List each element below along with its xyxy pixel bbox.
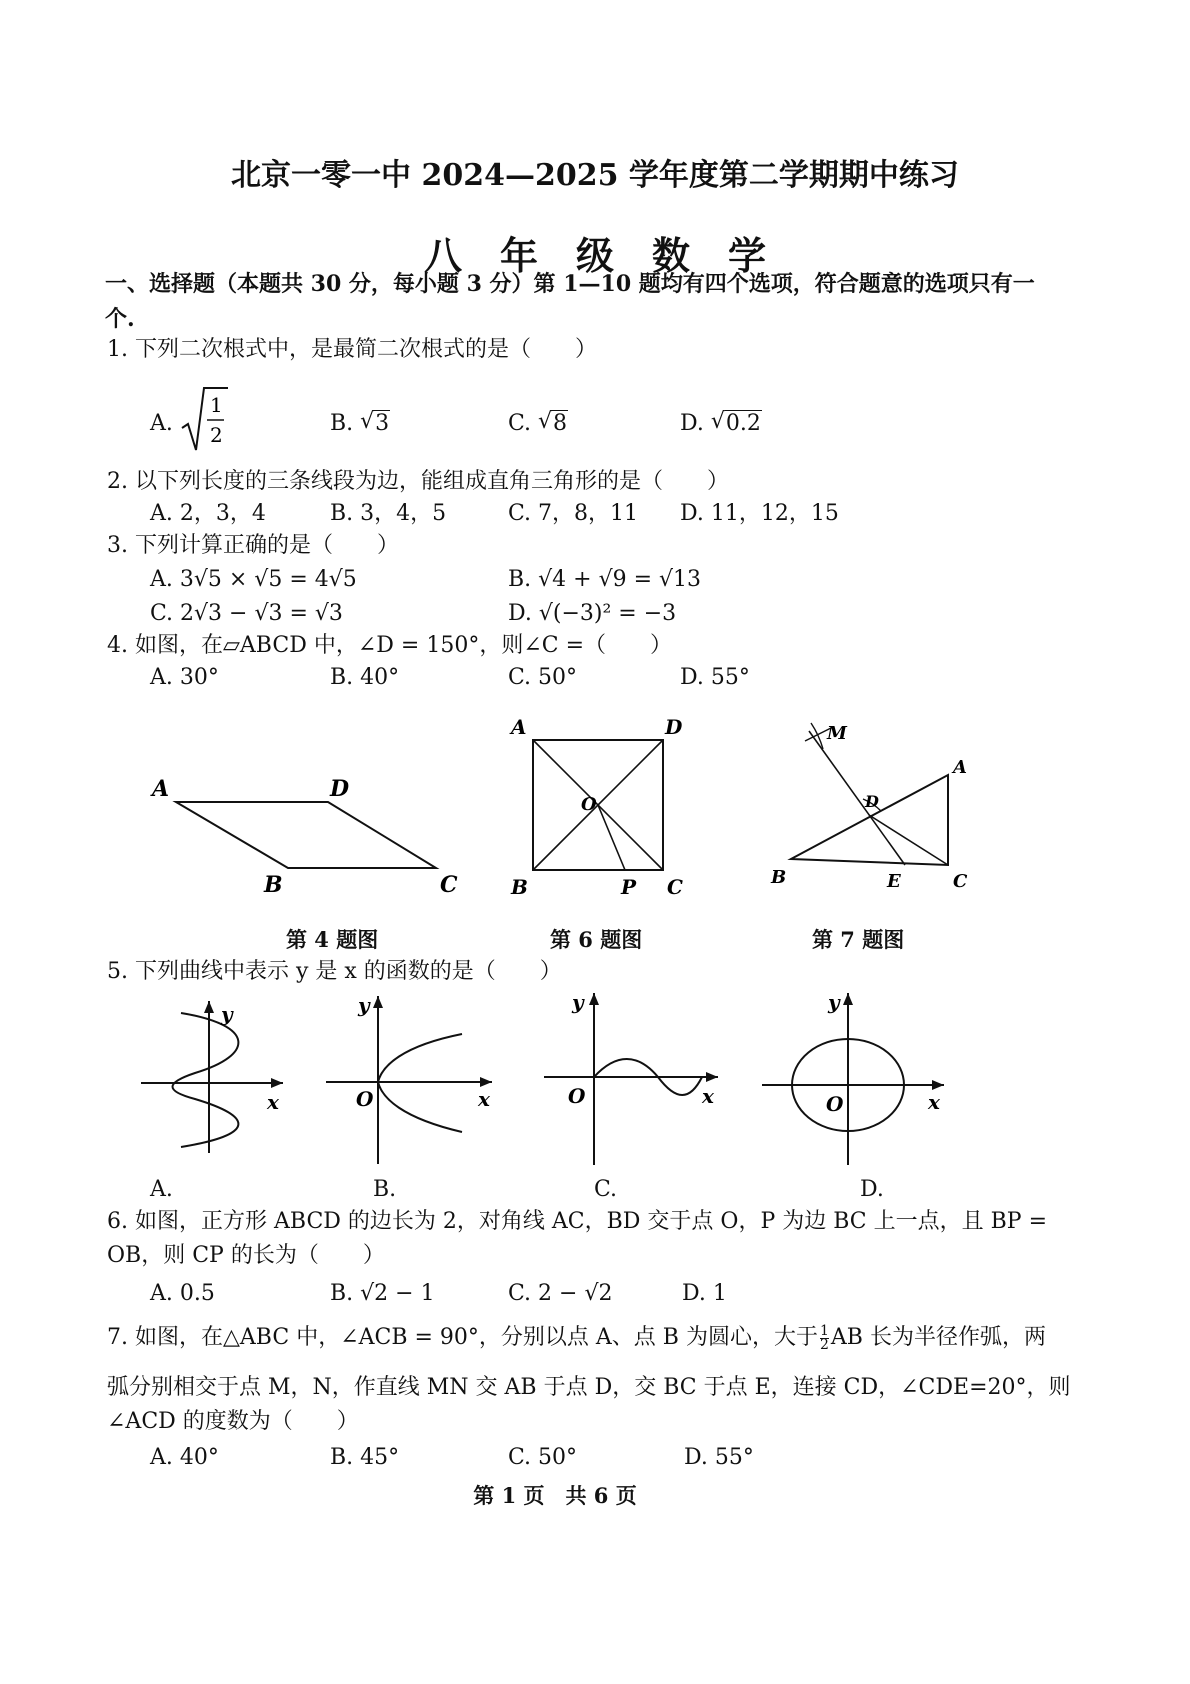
q5c-label-x: x bbox=[702, 1084, 714, 1108]
fig7-triangle bbox=[765, 715, 985, 895]
q2-option-d: D. 11，12，15 bbox=[680, 501, 839, 526]
q5b-label-x: x bbox=[478, 1087, 490, 1111]
q3-stem: 3. 下列计算正确的是（ ） bbox=[107, 533, 399, 558]
q5-stem: 5. 下列曲线中表示 y 是 x 的函数的是（ ） bbox=[107, 959, 562, 984]
subject-title: 八年级数学 bbox=[423, 233, 804, 278]
fig4-label-b: B bbox=[264, 872, 283, 898]
q6-stem-line1: 6. 如图，正方形 ABCD 的边长为 2，对角线 AC，BD 交于点 O，P 为边 BC 上一点，且 BP = bbox=[107, 1209, 1048, 1234]
q5-option-b: B. bbox=[373, 1177, 397, 1202]
q6-stem-line2: OB，则 CP 的长为（ ） bbox=[107, 1243, 385, 1268]
q6-option-b: B. √2 − 1 bbox=[330, 1281, 435, 1306]
parallelogram-abcd bbox=[176, 802, 436, 868]
fig7-label-c: C bbox=[953, 871, 968, 892]
q4-option-c: C. 50° bbox=[508, 665, 578, 690]
exam-title: 北京一零一中 2024—2025 学年度第二学期期中练习 bbox=[231, 158, 959, 193]
q5d-label-y: y bbox=[828, 990, 840, 1014]
fig7-label-e: E bbox=[887, 871, 901, 892]
q3-option-d: D. √(−3)² = −3 bbox=[508, 601, 677, 626]
fig4-label-c: C bbox=[440, 872, 458, 898]
fig6-label-b: B bbox=[511, 875, 528, 899]
q5-graph-b bbox=[322, 990, 502, 1170]
q5-graph-a bbox=[135, 995, 295, 1165]
q4-option-d: D. 55° bbox=[680, 665, 750, 690]
curve-a bbox=[173, 1013, 239, 1147]
q4-option-b: B. 40° bbox=[330, 665, 400, 690]
q2-option-c: C. 7，8，11 bbox=[508, 501, 639, 526]
q1-a-numerator: 1 bbox=[210, 393, 223, 417]
line-mn bbox=[809, 731, 905, 865]
q2-option-a: A. 2，3，4 bbox=[150, 501, 266, 526]
fig6-square bbox=[505, 712, 695, 902]
fig6-label-o: O bbox=[581, 794, 597, 815]
fig6-label-d: D bbox=[665, 715, 683, 739]
section-heading-line2: 个. bbox=[105, 306, 135, 332]
q1-option-c: C. √ 8 bbox=[508, 410, 568, 438]
q1-option-d: D. √ 0.2 bbox=[680, 410, 762, 438]
fig7-label-a: A bbox=[953, 757, 967, 778]
q6-option-c: C. 2 − √2 bbox=[508, 1281, 613, 1306]
q2-option-b: B. 3，4，5 bbox=[330, 501, 447, 526]
fig4-caption: 第 4 题图 bbox=[286, 927, 379, 952]
q3-option-c: C. 2√3 − √3 = √3 bbox=[150, 601, 343, 626]
q1-option-a-radical bbox=[180, 382, 230, 454]
q7-stem-line1 bbox=[107, 1324, 1046, 1352]
q5-option-c: C. bbox=[594, 1177, 618, 1202]
q4-option-a: A. 30° bbox=[150, 665, 219, 690]
fig4-label-d: D bbox=[330, 776, 350, 802]
fig7-caption: 第 7 题图 bbox=[812, 927, 905, 952]
fig6-label-p: P bbox=[621, 875, 637, 899]
q1-option-a-label: A. bbox=[150, 411, 173, 436]
q5-option-d: D. bbox=[860, 1177, 884, 1202]
fig6-label-a: A bbox=[511, 715, 527, 739]
q7-stem-line3: ∠ACD 的度数为（ ） bbox=[107, 1409, 359, 1434]
fig6-label-c: C bbox=[667, 875, 683, 899]
fig7-label-d: D bbox=[865, 792, 879, 811]
q3-option-a: A. 3√5 × √5 = 4√5 bbox=[150, 567, 357, 592]
segment-op bbox=[598, 805, 625, 870]
q6-option-a: A. 0.5 bbox=[150, 1281, 215, 1306]
q1-stem: 1. 下列二次根式中，是最简二次根式的是（ ） bbox=[107, 337, 597, 362]
q7-option-b: B. 45° bbox=[330, 1445, 400, 1470]
fig7-label-m: M bbox=[827, 723, 847, 744]
q7-stem-part2: AB 长为半径作弧，两 bbox=[830, 1325, 1046, 1350]
q5-graph-c bbox=[540, 985, 725, 1170]
q1-a-denominator: 2 bbox=[210, 423, 223, 447]
q5a-label-y: y bbox=[221, 1002, 233, 1026]
q5a-label-x: x bbox=[267, 1090, 279, 1114]
page-footer: 第 1 页 共 6 页 bbox=[473, 1483, 637, 1508]
q3-option-b: B. √4 + √9 = √13 bbox=[508, 567, 702, 592]
q5-option-a: A. bbox=[150, 1177, 173, 1202]
fig4-label-a: A bbox=[152, 776, 170, 802]
q7-stem-part1: 7. 如图，在△ABC 中，∠ACB = 90°，分别以点 A、点 B 为圆心，大于 bbox=[107, 1325, 818, 1350]
q5b-label-o: O bbox=[356, 1087, 374, 1111]
q7-fraction: $\frac{1}{2}$ bbox=[819, 1322, 829, 1353]
q7-option-d: D. 55° bbox=[684, 1445, 754, 1470]
q5c-label-o: O bbox=[568, 1084, 586, 1108]
q5b-label-y: y bbox=[358, 993, 370, 1017]
q5c-label-y: y bbox=[572, 990, 584, 1014]
q4-stem: 4. 如图，在▱ABCD 中，∠D = 150°，则∠C =（ ） bbox=[107, 633, 673, 658]
q6-option-d: D. 1 bbox=[682, 1281, 727, 1306]
q7-option-a: A. 40° bbox=[150, 1445, 219, 1470]
fig7-label-b: B bbox=[771, 867, 787, 888]
q5d-label-x: x bbox=[928, 1090, 940, 1114]
section-heading-line1: 一、选择题（本题共 30 分，每小题 3 分）第 1—10 题均有四个选项，符合题意的选项只有一 bbox=[105, 271, 1035, 297]
q1-option-b: B. √ 3 bbox=[330, 410, 390, 438]
q7-stem-line2: 弧分别相交于点 M，N，作直线 MN 交 AB 于点 D，交 BC 于点 E，连接 CD，∠CDE=20°，则 bbox=[107, 1375, 1071, 1400]
segment-cd bbox=[869, 815, 948, 865]
q5-graph-d bbox=[758, 985, 953, 1170]
fig6-caption: 第 6 题图 bbox=[550, 927, 643, 952]
triangle-abc bbox=[791, 775, 948, 865]
q7-option-c: C. 50° bbox=[508, 1445, 578, 1470]
q5d-label-o: O bbox=[826, 1092, 844, 1116]
q2-stem: 2. 以下列长度的三条线段为边，能组成直角三角形的是（ ） bbox=[107, 469, 729, 494]
fig4-parallelogram bbox=[140, 760, 480, 910]
